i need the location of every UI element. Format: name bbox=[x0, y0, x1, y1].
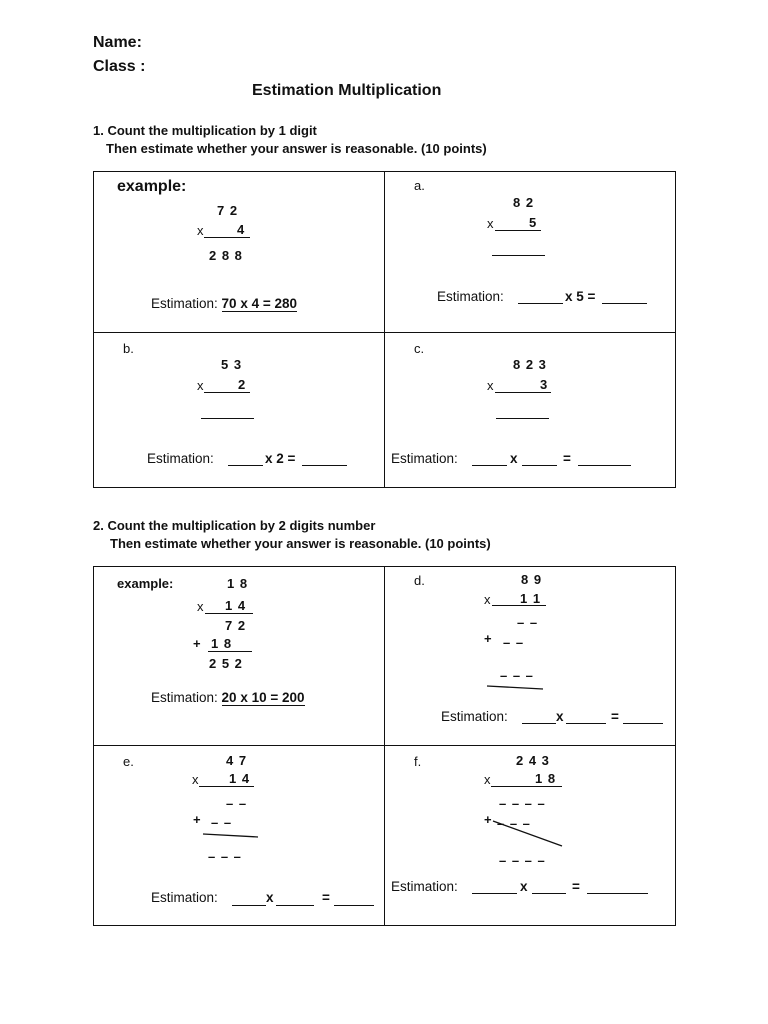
s2-e-times-sign-est: x bbox=[266, 890, 274, 905]
s2-d-rule bbox=[492, 605, 546, 606]
s2-d-estimation bbox=[441, 709, 508, 724]
s2-example-estimation bbox=[151, 690, 305, 705]
class-label: Class : bbox=[93, 58, 146, 75]
s2-example-partial-1: 7 2 bbox=[225, 618, 247, 633]
s1-b-answer-blank[interactable] bbox=[201, 418, 254, 419]
s1-example-top-number: 7 2 bbox=[217, 203, 239, 218]
s2-f-partial-2-blank[interactable]: – – – bbox=[497, 816, 531, 831]
s2-d-times-sign: x bbox=[484, 592, 491, 607]
s2-e-plus-sign: + bbox=[193, 812, 202, 827]
s1-a-est-blank-1[interactable] bbox=[518, 303, 563, 304]
s1-example-multiplier: 4 bbox=[237, 222, 246, 237]
s2-e-top-number: 4 7 bbox=[226, 753, 248, 768]
s1-a-estimation bbox=[437, 289, 504, 304]
s2-e-partial-1-blank[interactable]: – – bbox=[226, 796, 248, 811]
s2-d-answer-blank[interactable]: – – – bbox=[500, 668, 534, 683]
s2-d-est-blank-3[interactable] bbox=[623, 723, 663, 724]
s1-b-est-tail: x 2 = bbox=[265, 451, 296, 466]
section2-instruction-2: Then estimate whether your answer is reasonable. (10 points) bbox=[110, 536, 491, 551]
s2-f-multiplier: 1 8 bbox=[535, 771, 557, 786]
s2-e-multiplier: 1 4 bbox=[229, 771, 251, 786]
s1-example-times-sign: x bbox=[197, 223, 204, 238]
s2-e-answer-blank[interactable]: – – – bbox=[208, 849, 242, 864]
s2-d-est-blank-2[interactable] bbox=[566, 723, 606, 724]
s1-example-answer: 2 8 8 bbox=[209, 248, 243, 263]
s2-d-times-sign-est: x bbox=[556, 709, 564, 724]
s2-d-est-blank-1[interactable] bbox=[522, 723, 556, 724]
s2-f-partial-1-blank[interactable]: – – – – bbox=[499, 796, 546, 811]
s2-d-rule-2 bbox=[486, 684, 546, 692]
s2-e-partial-2-blank[interactable]: – – bbox=[211, 815, 233, 830]
s2-example-plus-sign: + bbox=[193, 636, 202, 651]
s2-e-rule bbox=[199, 786, 254, 787]
s2-example-top-number: 1 8 bbox=[227, 576, 249, 591]
s2-d-top-number: 8 9 bbox=[521, 572, 543, 587]
s2-f-estimation bbox=[391, 879, 458, 894]
s1-c-multiplier: 3 bbox=[540, 377, 549, 392]
estimation-label: Estimation: bbox=[147, 451, 214, 466]
s1-c-label: c. bbox=[414, 341, 425, 356]
s2-e-rule-2 bbox=[202, 832, 262, 840]
s2-e-est-blank-2[interactable] bbox=[276, 905, 314, 906]
s2-f-top-number: 2 4 3 bbox=[516, 753, 550, 768]
s1-c-equals-sign: = bbox=[563, 451, 571, 466]
s1-c-times-sign: x bbox=[487, 378, 494, 393]
s2-d-multiplier: 1 1 bbox=[520, 591, 542, 606]
s1-b-times-sign: x bbox=[197, 378, 204, 393]
s1-c-top-number: 8 2 3 bbox=[513, 357, 547, 372]
s1-c-est-blank-1[interactable] bbox=[472, 465, 507, 466]
s2-example-estimation-value: 20 x 10 = 200 bbox=[221, 690, 305, 705]
s2-f-equals-sign: = bbox=[572, 879, 580, 894]
s2-d-partial-2-blank[interactable]: – – bbox=[503, 635, 525, 650]
estimation-label: Estimation: bbox=[391, 451, 458, 466]
s1-a-est-blank-2[interactable] bbox=[602, 303, 647, 304]
s1-b-estimation bbox=[147, 451, 214, 466]
s1-b-top-number: 5 3 bbox=[221, 357, 243, 372]
s2-e-label: e. bbox=[123, 754, 134, 769]
s2-f-times-sign: x bbox=[484, 772, 491, 787]
s1-a-rule bbox=[495, 230, 541, 231]
s2-f-rule-2 bbox=[490, 818, 566, 850]
estimation-label: Estimation: bbox=[391, 879, 458, 894]
s1-example-rule bbox=[204, 237, 250, 238]
s2-example-label: example: bbox=[117, 576, 174, 591]
s1-example-estimation-value: 70 x 4 = 280 bbox=[221, 296, 297, 311]
s1-a-answer-blank[interactable] bbox=[492, 255, 545, 256]
s2-example-rule-2 bbox=[208, 651, 252, 652]
s2-example-partial-2: 1 8 bbox=[211, 636, 233, 651]
s2-f-answer-blank[interactable]: – – – – bbox=[499, 853, 546, 868]
s1-b-label: b. bbox=[123, 341, 134, 356]
estimation-label: Estimation: bbox=[441, 709, 508, 724]
s2-f-est-blank-1[interactable] bbox=[472, 893, 517, 894]
s1-a-multiplier: 5 bbox=[529, 215, 538, 230]
estimation-label: Estimation: bbox=[151, 296, 218, 311]
section1-instruction-1: 1. Count the multiplication by 1 digit bbox=[93, 123, 317, 138]
s2-f-label: f. bbox=[414, 754, 422, 769]
page-title: Estimation Multiplication bbox=[252, 82, 442, 99]
s2-d-partial-1-blank[interactable]: – – bbox=[517, 615, 539, 630]
s2-d-equals-sign: = bbox=[611, 709, 619, 724]
s1-c-estimation bbox=[391, 451, 458, 466]
s2-e-est-blank-3[interactable] bbox=[334, 905, 374, 906]
s1-b-est-blank-1[interactable] bbox=[228, 465, 263, 466]
s2-f-times-sign-est: x bbox=[520, 879, 528, 894]
section1-vertical-divider bbox=[384, 171, 385, 488]
s2-f-plus-sign: + bbox=[484, 812, 493, 827]
s2-f-est-blank-2[interactable] bbox=[532, 893, 566, 894]
s1-example-estimation bbox=[151, 296, 297, 311]
s1-c-rule bbox=[495, 392, 551, 393]
s1-c-est-blank-2[interactable] bbox=[522, 465, 557, 466]
s2-example-multiplier: 1 4 bbox=[225, 598, 247, 613]
s2-f-rule bbox=[491, 786, 562, 787]
s2-e-equals-sign: = bbox=[322, 890, 330, 905]
s1-a-top-number: 8 2 bbox=[513, 195, 535, 210]
s1-b-rule bbox=[204, 392, 250, 393]
section1-instruction-2: Then estimate whether your answer is reasonable. (10 points) bbox=[106, 141, 487, 156]
estimation-label: Estimation: bbox=[437, 289, 504, 304]
s2-e-estimation bbox=[151, 890, 218, 905]
s2-e-times-sign: x bbox=[192, 772, 199, 787]
s1-c-times-sign-est: x bbox=[510, 451, 518, 466]
s2-e-est-blank-1[interactable] bbox=[232, 905, 266, 906]
s2-example-times-sign: x bbox=[197, 599, 204, 614]
estimation-label: Estimation: bbox=[151, 890, 218, 905]
s1-a-label: a. bbox=[414, 178, 425, 193]
s2-f-est-blank-3[interactable] bbox=[587, 893, 648, 894]
s1-c-est-blank-3[interactable] bbox=[578, 465, 631, 466]
name-label: Name: bbox=[93, 34, 142, 51]
section1-horizontal-divider bbox=[93, 332, 676, 333]
section2-instruction-1: 2. Count the multiplication by 2 digits number bbox=[93, 518, 376, 533]
section2-vertical-divider bbox=[384, 566, 385, 926]
s1-example-label: example: bbox=[117, 178, 187, 195]
s2-example-rule-1 bbox=[205, 613, 253, 614]
s1-c-answer-blank[interactable] bbox=[496, 418, 549, 419]
s1-b-multiplier: 2 bbox=[238, 377, 247, 392]
s2-d-plus-sign: + bbox=[484, 631, 493, 646]
s2-d-label: d. bbox=[414, 573, 425, 588]
s1-b-est-blank-2[interactable] bbox=[302, 465, 347, 466]
estimation-label: Estimation: bbox=[151, 690, 218, 705]
s1-a-est-tail: x 5 = bbox=[565, 289, 596, 304]
s2-example-answer: 2 5 2 bbox=[209, 656, 243, 671]
section2-horizontal-divider bbox=[93, 745, 676, 746]
s1-a-times-sign: x bbox=[487, 216, 494, 231]
